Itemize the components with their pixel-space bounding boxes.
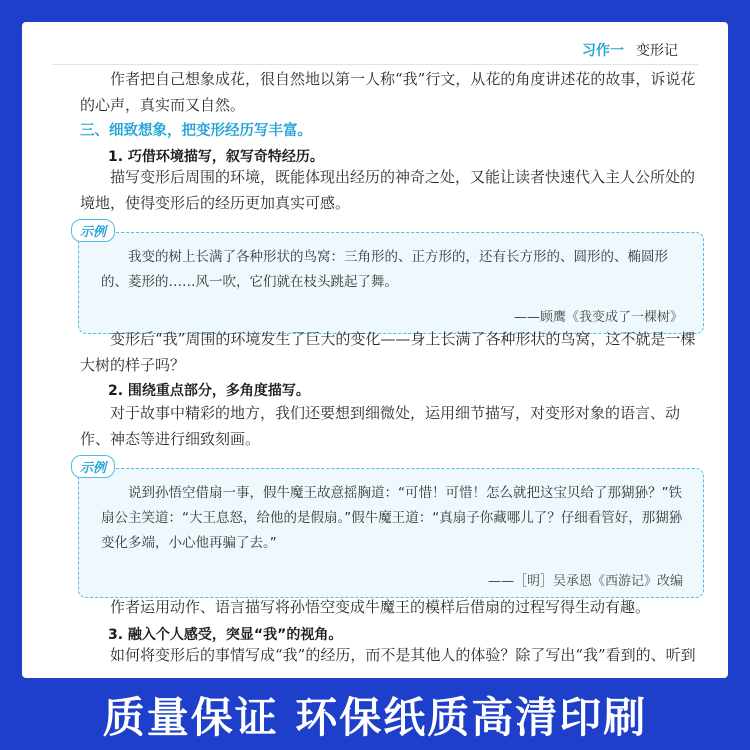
example-source: ——顾鹰《我变成了一棵树》 xyxy=(513,310,683,325)
paragraph-6: 如何将变形后的事情写成“我”的经历，而不是其他人的体验？除了写出“我”看到的、听到 xyxy=(110,646,696,664)
promo-banner: 质量保证 环保纸质高清印刷 xyxy=(102,693,648,742)
example-tag: 示例 xyxy=(71,455,115,478)
page-header xyxy=(582,40,678,60)
paragraph-4: 对于故事中精彩的地方，我们还要想到细微处，运用细节描写，对变形对象的语言、动作、神态等进行细致刻画。 xyxy=(80,404,681,448)
paragraph-2: 描写变形后周围的环境，既能体现出经历的神奇之处，又能让读者快速代入主人公所处的境地，使得变形后的经历更加真实可感。 xyxy=(80,168,696,212)
example-source: ——［明］吴承恩《西游记》改编 xyxy=(487,574,683,589)
example-text: 我变的树上长满了各种形状的鸟窝：三角形的、正方形的，还有长方形的、圆形的、椭圆形的、菱形的……风一吹，它们就在枝头跳起了舞。 xyxy=(101,249,668,290)
subheading-1: 1. 巧借环境描写，叙写奇特经历。 xyxy=(108,149,324,165)
header-divider xyxy=(52,64,698,65)
example-tag: 示例 xyxy=(71,219,115,242)
subheading-3: 3. 融入个人感受，突显“我”的视角。 xyxy=(108,627,343,643)
example-box-2 xyxy=(78,461,704,598)
example-box-1 xyxy=(78,225,704,334)
subheading-2: 2. 围绕重点部分，多角度描写。 xyxy=(108,383,310,399)
section-heading: 三、细致想象，把变形经历写丰富。 xyxy=(80,123,312,139)
paragraph-5: 作者运用动作、语言描写将孙悟空变成牛魔王的模样后借扇的过程写得生动有趣。 xyxy=(110,598,651,616)
book-page xyxy=(22,22,728,678)
paragraph-3: 变形后“我”周围的环境发生了巨大的变化——身上长满了各种形状的鸟窝，这不就是一棵大树的样子吗？ xyxy=(80,330,696,374)
chapter-title: 变形记 xyxy=(636,43,678,59)
paragraph-1: 作者把自己想象成花，很自然地以第一人称“我”行文，从花的角度讲述花的故事，诉说花的心声，真实而又自然。 xyxy=(80,70,696,114)
example-text: 说到孙悟空借扇一事，假牛魔王故意摇胸道：“可惜！可惜！怎么就把这宝贝给了那猢狲？”铁扇公主笑道：“大王息怒，给他的是假扇。”假牛魔王道：“真扇子你藏哪儿了？仔细看管好，那猢狲变化多端，小心他再骗了去。” xyxy=(101,485,683,551)
unit-label: 习作一 xyxy=(582,43,624,59)
